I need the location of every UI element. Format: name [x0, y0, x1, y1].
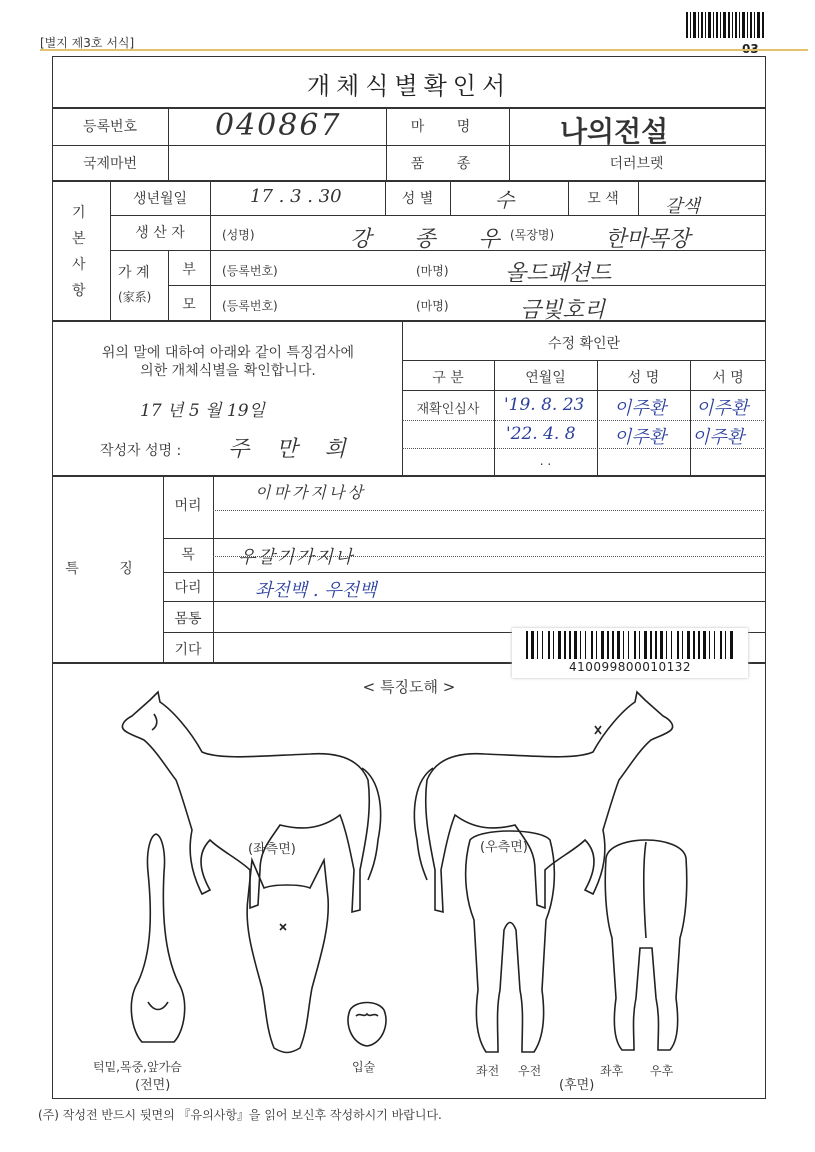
revision-row2-name: 이주환: [614, 427, 667, 448]
footer-note: (주) 작성전 반드시 뒷면의 『유의사항』을 읽어 보신후 작성하시기 바랍니다.: [38, 1108, 442, 1122]
feature-neck-label: 목: [181, 547, 195, 563]
basic-side-char-4: 항: [72, 283, 86, 299]
breed-label: 품 종: [410, 156, 485, 172]
features-side-label: 특 징: [65, 561, 151, 577]
form-number-tag: [별지 제3호 서식]: [40, 36, 135, 50]
confirm-date: 17 년 5 월 19일: [140, 401, 265, 421]
head-front-diagram: [240, 858, 335, 1058]
intl-no-label: 국제마번: [82, 156, 138, 172]
color-label: 모 색: [587, 191, 619, 207]
dam-label: 모: [182, 297, 196, 313]
birth-label: 생년월일: [132, 191, 188, 207]
front-neck-diagram: [118, 832, 198, 1052]
revision-header-date: 연월일: [525, 370, 566, 386]
birth-value: 17 . 3 . 30: [250, 186, 342, 207]
feature-leg-value: 좌전백 . 우전백: [255, 580, 377, 601]
sex-label: 성 별: [401, 191, 434, 207]
confirm-statement-1: 위의 말에 대하여 아래와 같이 특징검사에: [101, 345, 355, 361]
feature-body-label: 몸통: [174, 611, 202, 627]
document-title: 개체식별확인서: [306, 72, 512, 100]
revision-row2-date: '22. 4. 8: [506, 424, 576, 444]
rear-label: (후면): [559, 1078, 595, 1093]
revision-row2-sign: 이주환: [692, 427, 745, 448]
revision-row1-sign: 이주환: [696, 398, 749, 419]
dam-name: 금빛호리: [520, 298, 606, 323]
color-value: 갈색: [665, 196, 700, 217]
front-left-label: 좌전: [476, 1064, 500, 1078]
writer-label: 작성자 성명 :: [100, 443, 182, 459]
diagram-title: < 특징도해 >: [362, 678, 456, 696]
breeder-label: 생 산 자: [135, 225, 185, 241]
top-barcode: [686, 12, 766, 38]
reg-no-label: 등록번호: [82, 119, 138, 135]
feature-head-label: 머리: [174, 498, 202, 514]
left-side-label: (좌측면): [248, 842, 296, 857]
basic-side-char-2: 본: [72, 231, 86, 247]
header-rule: [40, 49, 808, 51]
barcode-number: 410099800010132: [568, 660, 692, 674]
sex-value: 수: [495, 188, 515, 212]
revision-header-sign: 서 명: [712, 370, 744, 386]
front-right-label: 우전: [518, 1064, 542, 1078]
lips-diagram: [342, 1000, 392, 1050]
breeder-name: 강 종 우: [350, 227, 518, 252]
neck-chest-label: 턱밑,목중,앞가슴: [93, 1060, 182, 1074]
basic-side-char-1: 기: [72, 205, 86, 221]
feature-head-value: 이마가지나상: [255, 483, 366, 502]
pedigree-label-hanja: (家系): [118, 290, 152, 304]
sire-name-prefix: (마명): [416, 264, 449, 278]
sire-reg-prefix: (등록번호): [222, 264, 278, 278]
breed-value: 더러브렛: [609, 156, 664, 172]
feature-neck-value: 우갈기가지나: [238, 547, 355, 568]
rear-left-label: 좌후: [600, 1064, 624, 1078]
rear-legs-diagram: [596, 828, 696, 1058]
basic-side-char-3: 사: [72, 257, 86, 273]
writer-signature: 주 만 희: [228, 437, 356, 462]
reg-no-value: 040867: [215, 108, 342, 143]
lips-label: 입술: [352, 1060, 376, 1074]
feature-leg-label: 다리: [174, 580, 202, 596]
sire-label: 부: [182, 262, 196, 278]
revision-header-name: 성 명: [627, 370, 660, 386]
sire-name: 올드패션드: [505, 261, 612, 286]
revision-row3-date: . .: [539, 454, 552, 468]
front-label: (전면): [135, 1078, 171, 1093]
revision-row1-type: 재확인심사: [416, 402, 480, 417]
dam-reg-prefix: (등록번호): [222, 299, 278, 313]
breeder-name-prefix: (성명): [222, 228, 255, 242]
horse-name-value: 나의전설: [560, 115, 669, 148]
dam-name-prefix: (마명): [416, 299, 449, 313]
revision-row1-name: 이주환: [614, 398, 667, 419]
front-legs-diagram: [450, 820, 570, 1060]
rear-right-label: 우후: [650, 1064, 674, 1078]
revision-header-type: 구 분: [432, 370, 464, 386]
confirm-statement-2: 의한 개체식별을 확인합니다.: [140, 363, 316, 379]
pedigree-label: 가 계: [118, 265, 150, 281]
feature-other-label: 기다: [174, 642, 202, 658]
revision-title: 수정 확인란: [547, 336, 621, 352]
farm-prefix: (목장명): [510, 228, 555, 242]
right-side-label: (우측면): [480, 840, 528, 855]
horse-name-label: 마 명: [410, 119, 485, 135]
farm-value: 한마목장: [605, 227, 691, 252]
page-number: 03: [742, 42, 759, 56]
revision-row1-date: '19. 8. 23: [504, 395, 585, 415]
sticker-barcode: [526, 631, 738, 661]
